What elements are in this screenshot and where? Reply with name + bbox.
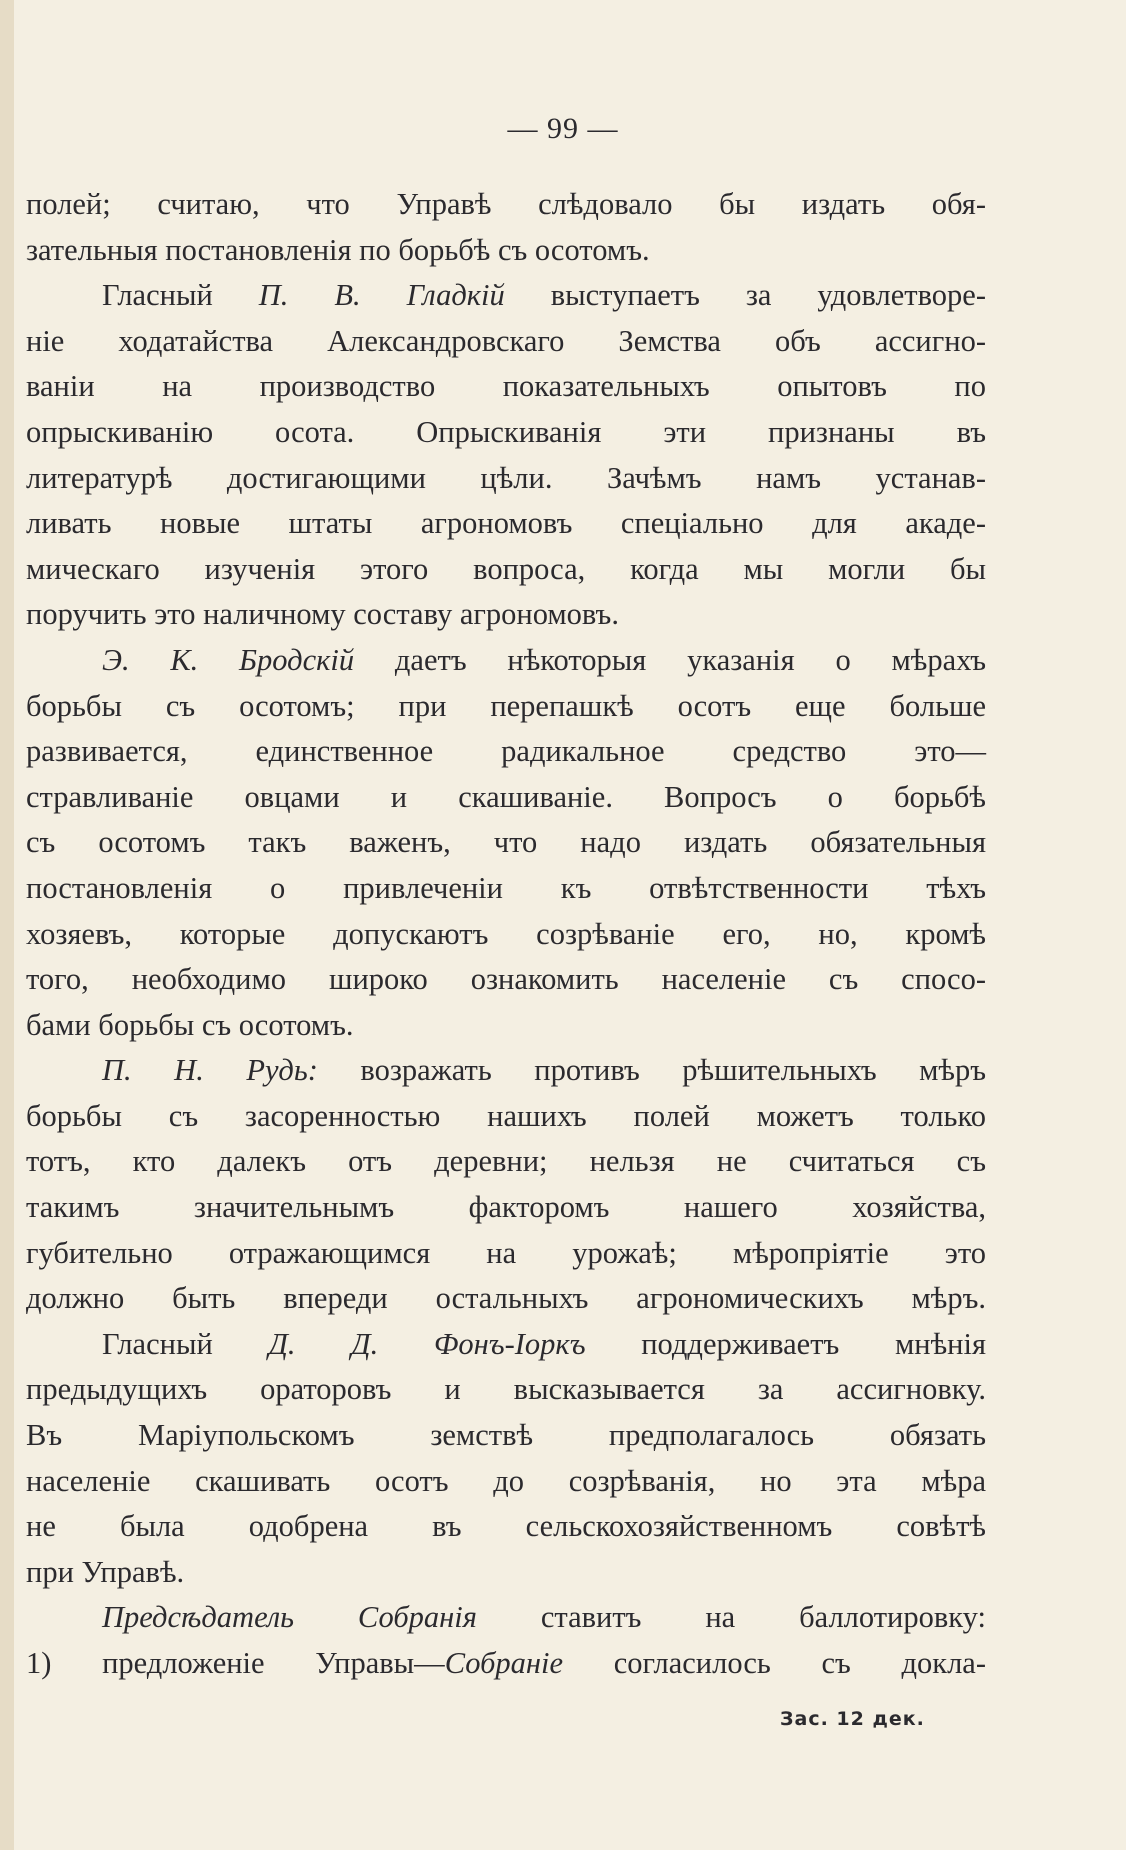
text-line: Въ Маріупольскомъ земствѣ предполагалось обязать (26, 1418, 986, 1453)
text-line: развивается, единственное радикальное средство это— (26, 734, 986, 769)
text-line: Гласный П. В. Гладкій выступаетъ за удовлетворе- (102, 278, 986, 313)
text-line: населеніе скашивать осотъ до созрѣванія, но эта мѣра (26, 1463, 986, 1498)
text-line: ніе ходатайства Александровскаго Земства объ ассигно- (26, 323, 986, 358)
text-line: поручить это наличному составу агрономовъ. (26, 597, 619, 632)
text-line: хозяевъ, которые допускаютъ созрѣваніе его, но, кромѣ (26, 916, 986, 951)
text-line: того, необходимо широко ознакомить населеніе съ спосо- (26, 962, 986, 997)
text-line: губительно отражающимся на урожаѣ; мѣропріятіе это (26, 1235, 986, 1270)
speaker-name: Собраніе (444, 1646, 564, 1680)
text-line: предыдущихъ ораторовъ и высказывается за ассигновку. (26, 1372, 986, 1407)
text-line: мическаго изученія этого вопроса, когда мы могли бы (26, 551, 986, 586)
signature-mark: Зас. 12 дек. (780, 1708, 925, 1730)
text-line: стравливаніе овцами и скашиваніе. Вопросъ о борьбѣ (26, 779, 986, 814)
text-line: тотъ, кто далекъ отъ деревни; нельзя не считаться съ (26, 1144, 986, 1179)
text-line: такимъ значительнымъ факторомъ нашего хозяйства, (26, 1190, 986, 1225)
text-line: не была одобрена въ сельскохозяйственномъ совѣтѣ (26, 1509, 986, 1544)
text-line: Гласный Д. Д. Фонъ-Іоркъ поддерживаетъ мнѣнія (102, 1326, 986, 1361)
page-number: — 99 — (507, 112, 619, 145)
text-line: Предсѣдатель Собранія ставитъ на баллотировку: (102, 1600, 986, 1635)
text-line: борьбы съ осотомъ; при перепашкѣ осотъ еще больше (26, 688, 986, 723)
speaker-name: П. Н. Рудь: (102, 1053, 318, 1088)
text-line: Э. К. Бродскій даетъ нѣкоторыя указанія о мѣрахъ (102, 642, 987, 677)
text-line: зательныя постановленія по борьбѣ съ осотомъ. (26, 232, 650, 267)
text-line: ливать новые штаты агрономовъ спеціально для акаде- (26, 506, 986, 541)
text-line: П. Н. Рудь: возражать противъ рѣшительныхъ мѣръ (102, 1053, 986, 1088)
text-line: полей; считаю, что Управѣ слѣдовало бы издать обя- (26, 187, 986, 221)
speaker-name: Э. К. Бродскій (102, 642, 355, 677)
speaker-name: Предсѣдатель Собранія (102, 1600, 477, 1635)
speaker-name: Д. Д. Фонъ-Іоркъ (268, 1326, 586, 1361)
text-line: литературѣ достигающими цѣли. Зачѣмъ намъ устанав- (26, 460, 986, 495)
text-line: 1) предложеніе Управы—Собраніе согласилось съ докла- (26, 1646, 986, 1680)
speaker-name: П. В. Гладкій (258, 278, 505, 313)
text-line: опрыскиванію осота. Опрыскиванія эти признаны въ (26, 414, 986, 449)
text-line: борьбы съ засоренностью нашихъ полей можетъ только (26, 1098, 986, 1133)
text-line: съ осотомъ такъ важенъ, что надо издать обязательныя (26, 825, 986, 860)
text-line: при Управѣ. (26, 1554, 185, 1589)
text-line: ваніи на производство показательныхъ опытовъ по (26, 369, 986, 404)
text-line: должно быть впереди остальныхъ агрономическихъ мѣръ. (26, 1281, 986, 1316)
body-text (26, 182, 986, 1687)
page-edge (0, 0, 14, 1850)
text-line: постановленія о привлеченіи къ отвѣтственности тѣхъ (26, 870, 986, 905)
text-line: бами борьбы съ осотомъ. (26, 1007, 354, 1042)
